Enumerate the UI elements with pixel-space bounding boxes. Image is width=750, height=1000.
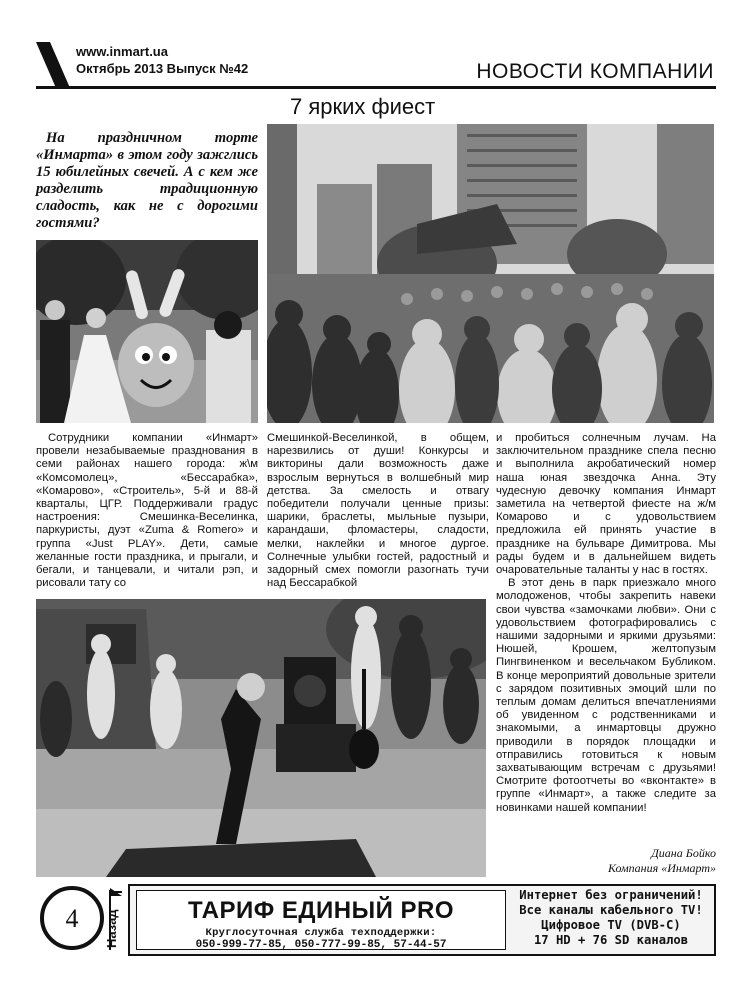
column-3-paragraph-2: В этот день в парк приезжало много молодоженов, чтобы закрепить навеки свои чувства «замочками любви». Они с удовольствием фотографировались с нашими задорными и яркими друзьями: Нюшей, Крошем, желтопузым Пингвиненком и весельчаком Бубликом. В конце мероприятий довольные зрители с зарядом позитивных эмоций шли по теплым домам делиться впечатлениями об увиденном с родственниками и знакомыми, а инмартовцы дружно приводили в порядок площадки и отправились готовиться к новым захватывающим встречам с друзьями! Смотрите фотоотчеты во «вконтакте» в группе «Инмарт», а также следите за новинками нашей компании! [496,577,716,814]
section-title: НОВОСТИ КОМПАНИИ [476,60,714,83]
photo-festival-crowd [267,124,714,423]
page-number: 4 [65,904,79,933]
ad-feature-digital-tv: Цифровое TV (DVB-C) [541,918,681,932]
column-1-paragraph: Сотрудники компании «Инмарт» провели незабываемые празднования в семи районах нашего города: ж\м «Комсомолец», «Бессарабка», «Комарово», «Строитель», 5-й и 88-й кварталы, ЦГР. Поддерживали градус настроения: Смешинка-Веселинка, паркуристы, дуэт «Zuma & Romero» и группа «Just PLAY». Дети, самые желанные гости праздника, и прыгали, и бегали, и танцевали, и читали рэп, и рисовали тату со [36,432,258,590]
author-organization: Компания «Инмарт» [607,861,716,875]
photo-wedding-mascot [36,240,258,423]
ad-phone-numbers: 050-999-77-85, 050-777-99-85, 57-44-57 [195,939,447,951]
photo-acrobat-performance [36,599,486,877]
ad-support-label: Круглосуточная служба техподдержки: [205,927,437,939]
column-3-paragraph-1: и пробиться солнечным лучам. На заключительном празднике спела песню и выполнила акробатический номер наша юная звездочка Анна. Эту чудесную девочку компания Инмарт заметила на четвертой фиесте на ж/м Комарово и с удовольствием предложила ей принять участие в празднике на бульваре Димитрова. Мы рады будем и в дальнейшем видеть очаровательные таланты у нас в гостях. [496,432,716,577]
article-signature [608,846,716,876]
column-2-paragraph: Смешинкой-Веселинкой, в общем, нарезвились от души! Конкурсы и викторины дали возможность даже взрослым вернуться в волшебный мир детства. За смелость и отвагу победители получали ценные призы: шарики, браслеты, мыльные пузыри, карандаши, фломастеры, сладости, мелки, наклейки и многое дургое. Солнечные улыбки гостей, радостный и задорный смех помогли разогнать тучи над Бессарабкой [267,432,489,590]
advertisement-banner[interactable] [128,884,716,956]
ad-title: ТАРИФ ЕДИНЫЙ PRO [188,897,454,924]
site-url[interactable]: www.inmart.ua [76,44,168,59]
ad-features-block [510,888,712,952]
issue-label: Октябрь 2013 Выпуск №42 [76,61,249,76]
header-logo-mark [36,42,76,88]
article-column-3 [496,432,716,815]
author-name: Диана Бойко [651,846,716,860]
page-number-badge [40,886,104,950]
ad-feature-channels: 17 HD + 76 SD каналов [533,933,689,947]
article-column-2 [267,432,489,590]
ad-tariff-block [136,890,506,950]
ad-feature-internet: Интернет без ограничений! [519,888,703,902]
article-title: 7 ярких фиест [290,94,436,119]
back-button[interactable]: Назад [104,909,119,948]
header-rule [36,86,716,89]
page-header [36,42,716,92]
article-lead: На праздничном торте «Инмарта» в этом году зажглись 15 юбилейных свечей. А с кем же разделить традиционную сладость, как не с дорогими гостями? [36,130,258,231]
article-column-1 [36,432,258,590]
ad-feature-cable-tv: Все каналы кабельного TV! [519,903,703,917]
